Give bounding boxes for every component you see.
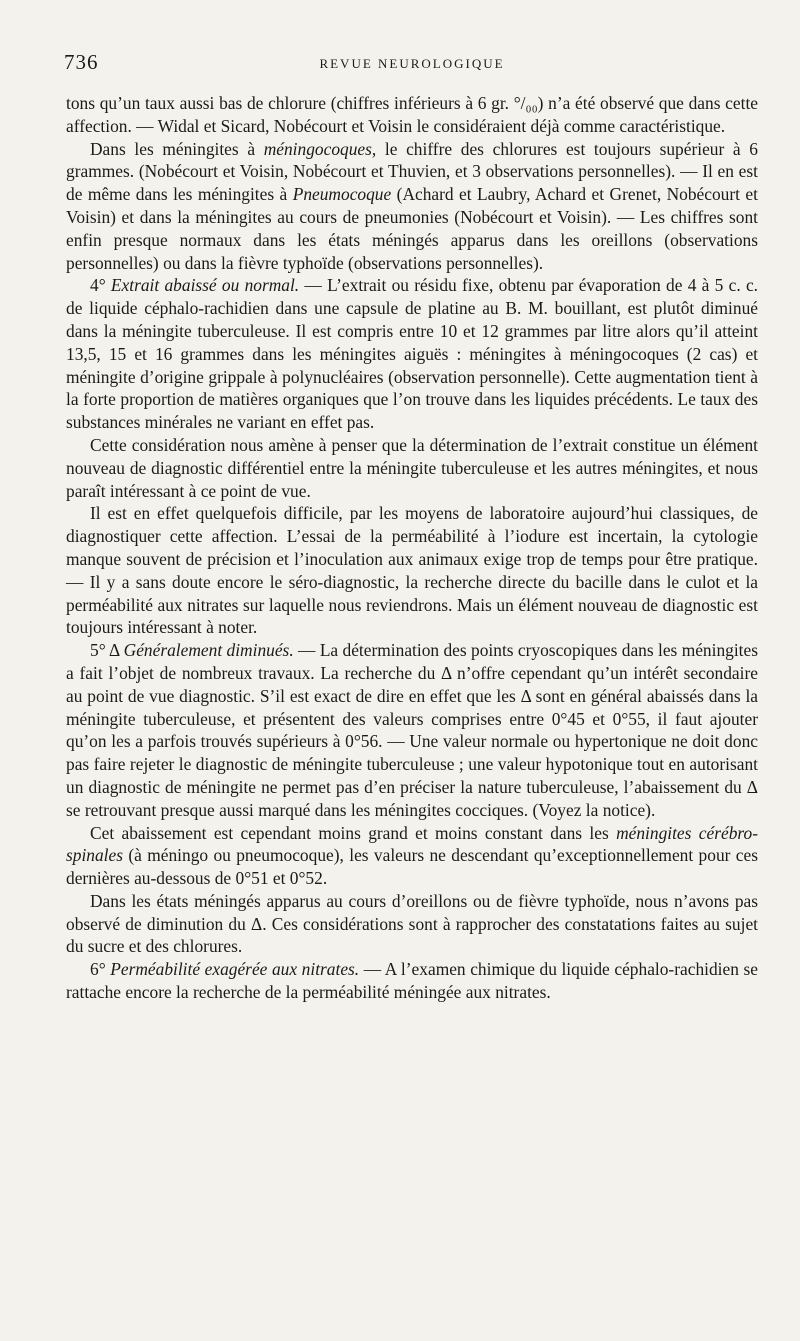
page-number: 736 [64, 50, 99, 74]
text-run: — La détermination des points cryoscopiques dans les méningites a fait l’objet de nombreux travaux. La recherche du Δ n’offre cependant qu’un intérêt secondaire au point de vue diagnostic. S’il est exact de dire en effet que les Δ sont en général abaissés dans la méningite tuberculeuse, et présentent des valeurs comprises entre 0°45 et 0°55, il faut ajouter qu’on les a parfois trouvés supérieurs à 0°56. — Une valeur normale ou hypertonique ne doit donc pas faire rejeter le diagnostic de méningite tuberculeuse ; une valeur hypotonique tout en autorisant un diagnostic de méningite ne permet pas d’en préciser la nature tuberculeuse, l’abaissement du Δ se retrouvant presque aussi marqué dans les méningites cocciques. (Voyez la notice). [66, 640, 759, 820]
paragraph [66, 138, 758, 275]
italic-text: Généralement diminués. [123, 640, 294, 661]
paragraph [66, 958, 758, 1004]
text-run: (Achard et Laubry, Achard et Grenet, Nobécourt et Voisin) et dans la méningites au cours de pneumonies (Nobécourt et Voisin). — Les chiffres sont enfin presque normaux dans les états méningés apparus dans les oreillons (observations personnelles) ou dans la fièvre typhoïde (observations personnelles). [66, 184, 758, 273]
text-run: — A l’examen chimique du liquide céphalo-rachidien se rattache encore la recherche de la perméabilité méningée aux nitrates. [66, 959, 758, 1003]
text-run: Cet abaissement est cependant moins grand et moins constant dans les [90, 822, 617, 843]
paragraph [66, 434, 758, 502]
italic-text: Pneumocoque [292, 184, 392, 205]
italic-text: Extrait abaissé ou normal. [110, 275, 300, 296]
text-run: (à méningo ou pneumocoque), les valeurs ne descendant qu’exceptionnellement pour ces dernières au-dessous de 0°51 et 0°52. [66, 845, 758, 889]
text-run: 4° [90, 275, 111, 296]
paragraph [66, 822, 758, 890]
italic-text: méningocoques [263, 138, 372, 159]
paragraph [66, 639, 758, 821]
text-run: — L’extrait ou résidu fixe, obtenu par évaporation de 4 à 5 c. c. de liquide céphalo-rachidien dans une capsule de platine au B. M. bouillant, est plutôt diminué dans la méningite tuberculeuse. Il est compris entre 10 et 12 grammes par litre alors qu’il atteint 13,5, 15 et 16 grammes dans les méningites aiguës : méningites à méningocoques (2 cas) et méningite d’origine grippale à polynucléaires (observation personnelle). Cette augmentation tient à la forte proportion de matières organiques que l’on trouve dans les liquides précédents. Le taux des substances minérales ne variant en effet pas. [66, 275, 759, 433]
paragraph [66, 502, 758, 639]
italic-text: Perméabilité exagérée aux nitrates. [110, 959, 360, 980]
text-run: Il est en effet quelquefois difficile, par les moyens de laboratoire aujourd’hui classiques, de diagnostiquer cette affection. L’essai de la perméabilité à l’iodure est incertain, la cytologie manque souvent de précision et l’inoculation aux animaux exige trop de temps pour être pratique. — Il y a sans doute encore le séro-diagnostic, la recherche directe du bacille dans le culot et la perméabilité aux nitrates sur laquelle nous reviendrons. Mais un élément nouveau de diagnostic est toujours intéressant à noter. [66, 503, 758, 638]
italic-text: méningites cérébro-spinales [66, 822, 758, 866]
text-run: Dans les états méningés apparus au cours d’oreillons ou de fièvre typhoïde, nous n’avons pas observé de diminution du Δ. Ces considérations sont à rapprocher des constatations faites au sujet du sucre et des chlorures. [66, 890, 758, 957]
paragraph [66, 274, 758, 434]
text-run: 5° Δ [90, 640, 124, 661]
text-run: tons qu’un taux aussi bas de chlorure (chiffres inférieurs à 6 gr. °/₀₀) n’a été observé que dans cette affection. — Widal et Sicard, Nobécourt et Voisin le considéraient déjà comme caractéristique. [66, 93, 758, 136]
article-body [66, 92, 758, 1004]
text-run: Dans les méningites à [90, 138, 264, 159]
text-run: , le chiffre des chlorures est toujours supérieur à 6 grammes. (Nobécourt et Voisin, Nobécourt et Thuvien, et 3 observations personnelles). — Il en est de même dans les méningites à [66, 138, 758, 205]
paragraph [66, 92, 758, 138]
text-run: 6° [90, 959, 111, 980]
text-run: Cette considération nous amène à penser que la détermination de l’extrait constitue un élément nouveau de diagnostic différentiel entre la méningite tuberculeuse et les autres méningites, et nous paraît intéressant à ce point de vue. [66, 434, 758, 501]
page-header [64, 50, 760, 80]
running-title: REVUE NEUROLOGIQUE [319, 56, 505, 71]
paragraph [66, 890, 758, 958]
